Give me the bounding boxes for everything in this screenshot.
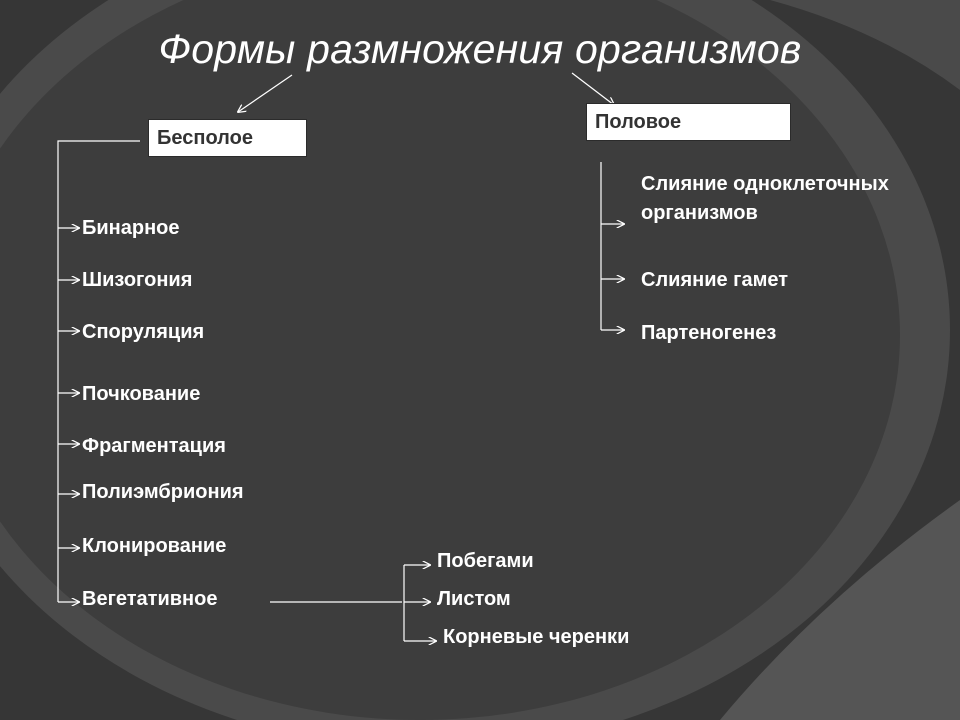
sexual-item-parthenogenesis: Партеногенез xyxy=(641,322,777,344)
asexual-item-polyembryony: Полиэмбриония xyxy=(82,481,244,503)
asexual-item-vegetative: Вегетативное xyxy=(82,588,218,610)
asexual-bracket xyxy=(58,141,140,602)
asexual-item-cloning: Клонирование xyxy=(82,535,227,557)
sexual-item-gamete-fusion: Слияние гамет xyxy=(641,269,789,291)
sexual-box: Половое xyxy=(586,103,791,141)
arrow-to-sexual xyxy=(572,73,614,105)
asexual-box: Бесполое xyxy=(148,119,307,157)
asexual-item-sporulation: Споруляция xyxy=(82,321,205,343)
sexual-item-unicellular-fusion: Слияние одноклеточных организмов xyxy=(641,173,889,224)
page-title: Формы размножения организмов xyxy=(158,26,802,72)
asexual-item-fragmentation: Фрагментация xyxy=(82,435,226,457)
vegetative-item-leaf: Листом xyxy=(437,588,511,610)
arrow-to-asexual xyxy=(238,75,292,112)
vegetative-item-root-cuttings: Корневые черенки xyxy=(443,626,630,648)
asexual-item-schizogony: Шизогония xyxy=(82,269,193,291)
asexual-item-binary: Бинарное xyxy=(82,217,180,239)
asexual-item-budding: Почкование xyxy=(82,383,201,405)
vegetative-item-shoots: Побегами xyxy=(437,550,534,572)
